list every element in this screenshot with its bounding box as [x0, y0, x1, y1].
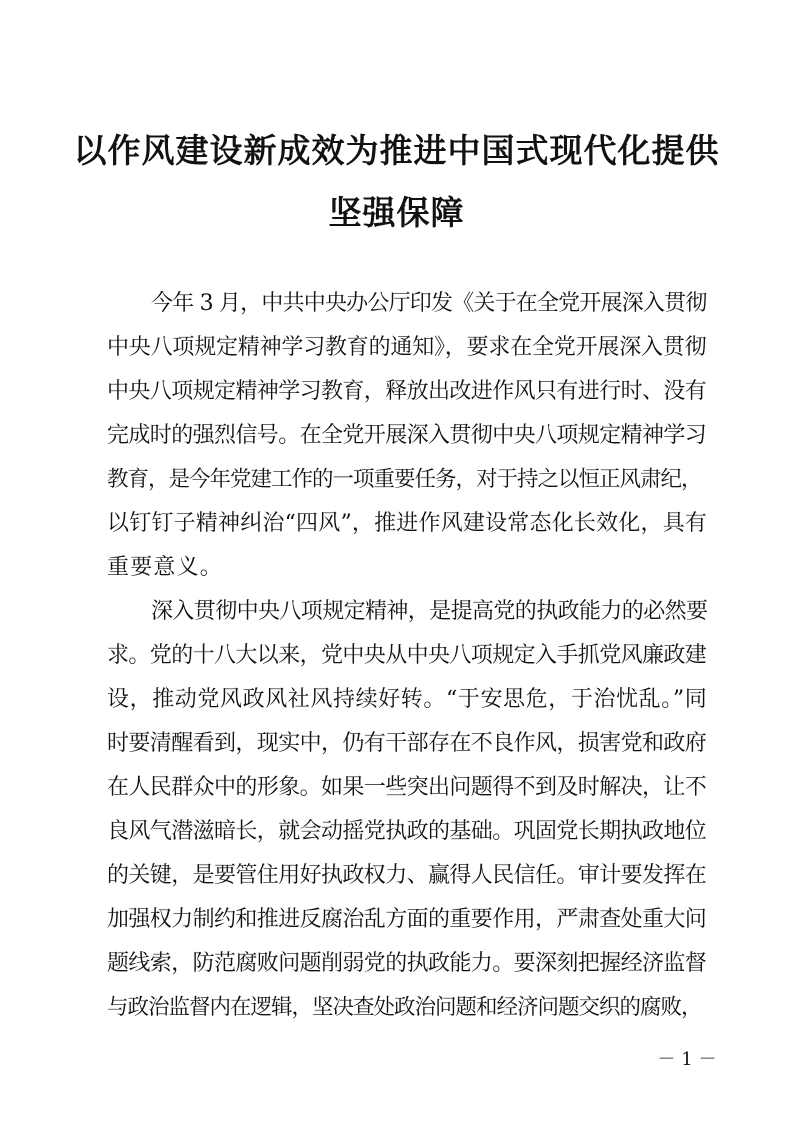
paragraph-line: 深入贯彻中央八项规定精神，是提高党的执政能力的必然要 — [151, 599, 708, 624]
paragraph-line: 重要意义。 — [107, 555, 224, 580]
paragraph-line: 良风气潜滋暗长，就会动摇党执政的基础。巩固党长期执政地位 — [107, 819, 707, 844]
paragraph-line: 题线索，防范腐败问题削弱党的执政能力。要深刻把握经济监督 — [107, 951, 707, 976]
paragraph-line: 中央八项规定精神学习教育，释放出改进作风只有进行时、没有 — [107, 379, 707, 404]
paragraph-line: 的关键，是要管住用好执政权力、赢得人民信任。审计要发挥在 — [107, 863, 707, 888]
paragraph-line: 设，推动党风政风社风持续好转。“于安思危，于治忧乱。”同 — [107, 687, 708, 712]
document-title-line-1: 以作风建设新成效为推进中国式现代化提供 — [73, 131, 720, 170]
paragraph-line: 与政治监督内在逻辑，坚决查处政治问题和经济问题交织的腐败， — [107, 995, 702, 1020]
paragraph-line: 今年 3 月，中共中央办公厅印发《关于在全党开展深入贯彻 — [151, 291, 707, 316]
paragraph-line: 求。党的十八大以来，党中央从中央八项规定入手抓党风廉政建 — [107, 643, 707, 668]
paragraph-line: 完成时的强烈信号。在全党开展深入贯彻中央八项规定精神学习 — [107, 423, 707, 448]
page-number: － 1 － — [657, 1049, 717, 1070]
paragraph-line: 教育，是今年党建工作的一项重要任务，对于持之以恒正风肃纪， — [107, 467, 702, 492]
paragraph-line: 加强权力制约和推进反腐治乱方面的重要作用，严肃查处重大问 — [107, 907, 707, 932]
paragraph-line: 中央八项规定精神学习教育的通知》，要求在全党开展深入贯彻 — [107, 335, 707, 360]
paragraph-line: 在人民群众中的形象。如果一些突出问题得不到及时解决，让不 — [107, 775, 707, 800]
paragraph-line: 以钉钉子精神纠治“四风”，推进作风建设常态化长效化，具有 — [107, 511, 708, 536]
paragraph-line: 时要清醒看到，现实中，仍有干部存在不良作风，损害党和政府 — [107, 731, 707, 756]
document-title-line-2: 坚强保障 — [328, 193, 465, 232]
